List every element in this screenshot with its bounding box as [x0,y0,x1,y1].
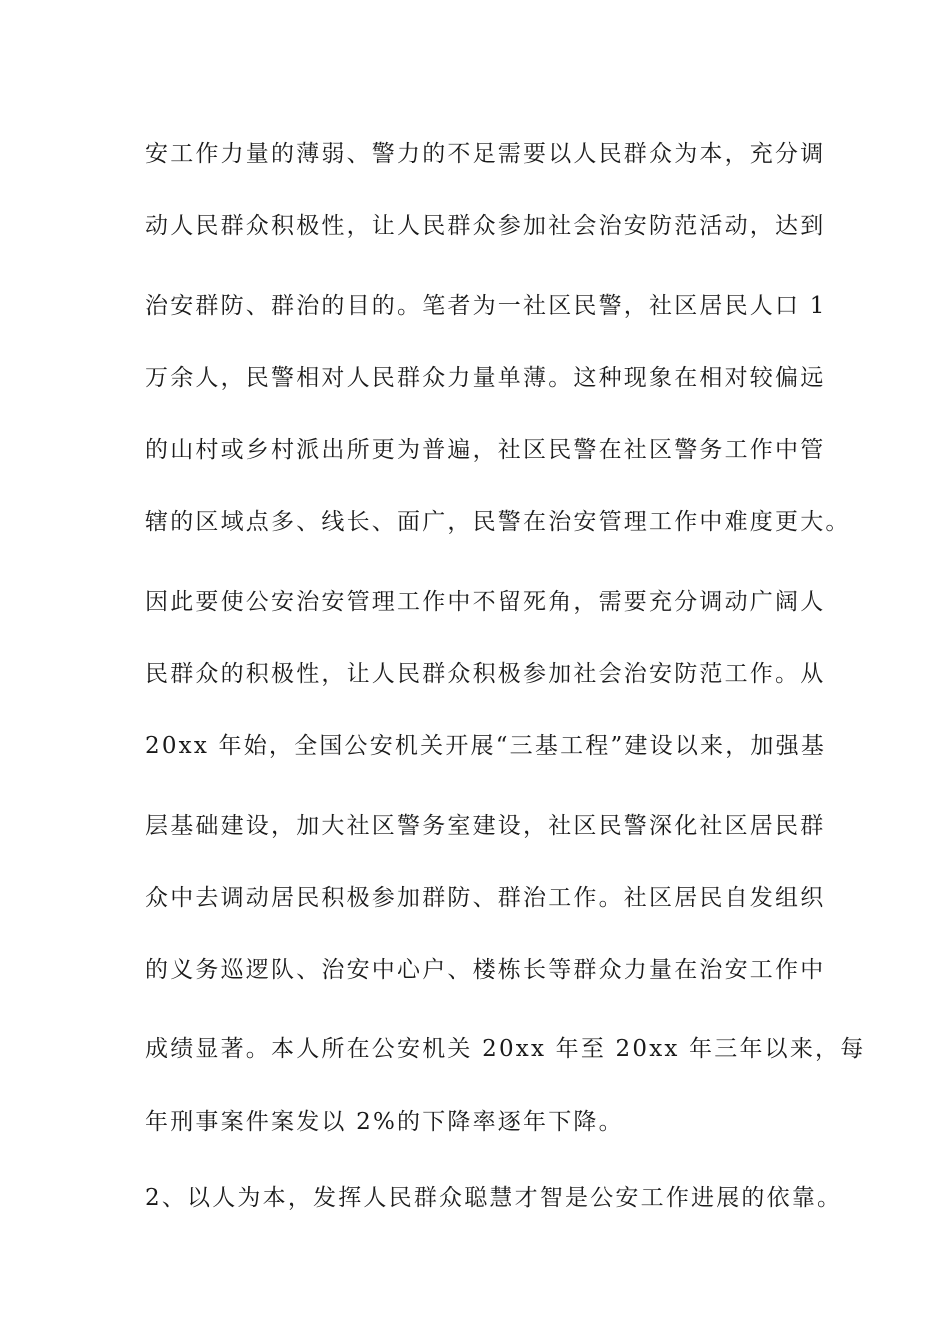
section-heading: 2、以人为本，发挥人民群众聪慧才智是公安工作进展的依靠。 [145,1185,843,1211]
text-line-14: 年刑事案件案发以 2%的下降率逐年下降。 [145,1109,624,1135]
text-line-6: 辖的区域点多、线长、面广，民警在治安管理工作中难度更大。 [145,509,851,535]
text-line-3: 治安群防、群治的目的。笔者为一社区民警，社区居民人口 1 [145,293,827,319]
text-line-1: 安工作力量的薄弱、警力的不足需要以人民群众为本，充分调 [145,141,826,167]
text-line-7: 因此要使公安治安管理工作中不留死角，需要充分调动广阔人 [145,589,826,615]
text-line-10: 层基础建设，加大社区警务室建设，社区民警深化社区居民群 [145,813,826,839]
text-line-9: 20xx 年始，全国公安机关开展“三基工程”建设以来，加强基 [145,733,827,759]
text-line-11: 众中去调动居民积极参加群防、群治工作。社区居民自发组织 [145,885,826,911]
text-line-2: 动人民群众积极性，让人民群众参加社会治安防范活动，达到 [145,213,826,239]
text-line-5: 的山村或乡村派出所更为普遍，社区民警在社区警务工作中管 [145,437,826,463]
text-line-12: 的义务巡逻队、治安中心户、楼栋长等群众力量在治安工作中 [145,957,826,983]
text-line-4: 万余人，民警相对人民群众力量单薄。这种现象在相对较偏远 [145,365,826,391]
text-line-13: 成绩显著。本人所在公安机关 20xx 年至 20xx 年三年以来，每 [145,1036,866,1062]
text-line-8: 民群众的积极性，让人民群众积极参加社会治安防范工作。从 [145,661,826,687]
